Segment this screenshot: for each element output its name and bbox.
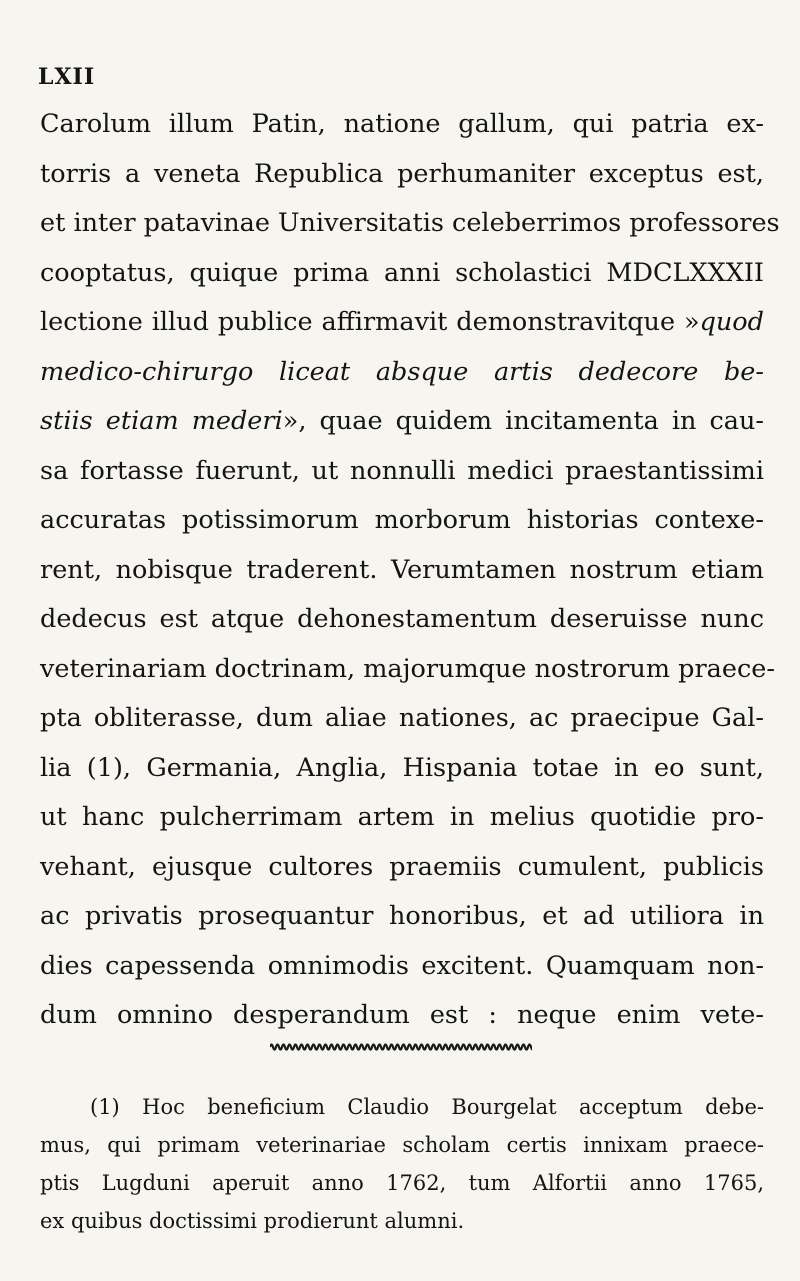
text-line: Carolum illum Patin, natione gallum, qui patria ex- [40,109,764,139]
text-italic: medico-chirurgo liceat absque artis dedecore be- [40,356,764,387]
text-line [40,298,764,348]
footnote-line: ptis Lugduni aperuit anno 1762, tum Alfortii anno 1765, [40,1171,764,1195]
footnote-line: mus, qui primam veterinariae scholam certis innixam praece- [40,1133,764,1157]
text-line: rent, nobisque traderent. Verumtamen nostrum etiam [40,554,764,585]
main-text [40,100,780,1041]
text-italic: stiis etiam mederi [40,406,283,436]
text-line [40,348,764,398]
text-roman: », quae quidem incitamenta in cau- [282,406,764,436]
text-line: lia (1), Germania, Anglia, Hispania totae in eo sunt, [40,752,764,783]
text-roman: lectione illud publice affirmavit demonstravitque » [40,307,700,337]
text-line: veterinariam doctrinam, majorumque nostrorum praece- [40,653,775,684]
text-line [40,397,764,447]
text-line: vehant, ejusque cultores praemiis cumulent, publicis [40,851,764,882]
footnote [40,1088,764,1240]
text-line: pta obliterasse, dum aliae nationes, ac praecipue Gal- [40,703,764,733]
text-italic: quod [699,307,764,337]
footnote-line: (1) Hoc beneficium Claudio Bourgelat acceptum debe- [90,1095,764,1119]
text-line: cooptatus, quique prima anni scholastici MDCLXXXII [40,257,764,288]
text-line: et inter patavinae Universitatis celeberrimos professores [40,208,780,238]
text-line: dedecus est atque dehonestamentum deseruisse nunc [40,604,764,634]
text-line: sa fortasse fuerunt, ut nonnulli medici praestantissimi [40,455,764,486]
text-line: torris a veneta Republica perhumaniter exceptus est, [40,158,764,189]
text-line: ut hanc pulcherrimam artem in melius quotidie pro- [40,802,764,832]
wavy-rule-ornament [270,1040,532,1054]
text-line: accuratas potissimorum morborum historias contexe- [40,505,764,535]
page-number: LXII [38,64,96,90]
text-line: ac privatis prosequantur honoribus, et ad utiliora in [40,901,764,931]
text-line: dum omnino desperandum est : neque enim vete- [40,1000,764,1030]
text-line: dies capessenda omnimodis excitent. Quamquam non- [40,950,764,981]
footnote-line: ex quibus doctissimi prodierunt alumni. [40,1209,465,1233]
